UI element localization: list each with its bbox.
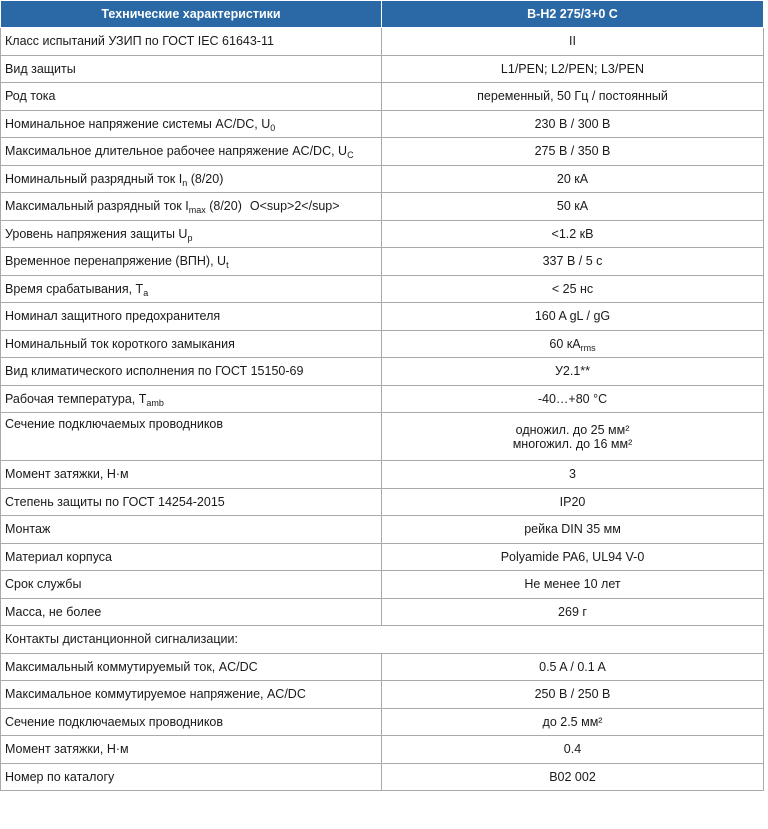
param-value: < 25 нс	[551, 281, 594, 296]
table-row	[1, 543, 764, 571]
param-value: У2.1**	[554, 364, 591, 379]
table-row	[1, 488, 764, 516]
param-label: Материал корпуса	[5, 549, 113, 564]
param-label: Вид климатического исполнения по ГОСТ 15150-69	[5, 364, 304, 379]
param-value: одножил. до 25 мм²	[515, 422, 630, 437]
param-value-line2: многожил. до 16 мм²	[512, 436, 633, 451]
param-cell	[1, 736, 382, 764]
section-heading: Контакты дистанционной сигнализации:	[5, 632, 238, 647]
table-row	[1, 736, 764, 764]
param-cell	[1, 220, 382, 248]
param-cell	[1, 193, 382, 221]
param-cell	[1, 763, 382, 791]
param-cell	[1, 488, 382, 516]
value-cell	[382, 275, 764, 303]
param-label: Максимальное длительное рабочее напряжение AC/DC, U	[5, 144, 348, 159]
param-subscript: 0	[270, 122, 276, 133]
param-value: Не менее 10 лет	[524, 577, 621, 592]
param-value: 275 В / 350 В	[534, 144, 611, 159]
param-label: Максимальный коммутируемый ток, AC/DC	[5, 659, 258, 674]
param-value: IP20	[559, 494, 586, 509]
param-label: Вид защиты	[5, 61, 76, 76]
param-label-suffix: (8/20)	[205, 199, 242, 214]
value-cell	[382, 571, 764, 599]
value-cell	[382, 488, 764, 516]
table-row	[1, 385, 764, 413]
param-cell	[1, 708, 382, 736]
param-cell	[1, 83, 382, 111]
param-cell	[1, 330, 382, 358]
value-cell	[382, 165, 764, 193]
param-label: Масса, не более	[5, 604, 102, 619]
table-row	[1, 571, 764, 599]
param-label: Максимальный разрядный ток I	[5, 199, 189, 214]
param-label: Номинальное напряжение системы AC/DC, U	[5, 116, 271, 131]
value-cell	[382, 55, 764, 83]
table-row	[1, 598, 764, 626]
param-cell	[1, 681, 382, 709]
param-value: 0.5 A / 0.1 A	[539, 659, 606, 674]
param-value: B02 002	[549, 769, 596, 784]
value-cell	[382, 681, 764, 709]
param-label: Номер по каталогу	[5, 769, 115, 784]
param-label: Сечение подключаемых проводников	[5, 714, 224, 729]
table-row	[1, 165, 764, 193]
param-value: 230 В / 300 В	[534, 116, 611, 131]
table-row	[1, 330, 764, 358]
param-label: Номинальный ток короткого замыкания	[5, 336, 235, 351]
value-cell	[382, 516, 764, 544]
table-row	[1, 275, 764, 303]
value-cell	[382, 653, 764, 681]
table-row	[1, 461, 764, 489]
param-label: Момент затяжки, Н·м	[5, 742, 129, 757]
param-cell	[1, 303, 382, 331]
param-cell	[1, 248, 382, 276]
param-cell	[1, 138, 382, 166]
param-cell	[1, 385, 382, 413]
param-cell	[1, 598, 382, 626]
param-value: рейка DIN 35 мм	[524, 522, 621, 537]
value-cell	[382, 598, 764, 626]
param-cell	[1, 461, 382, 489]
table-row	[1, 55, 764, 83]
table-row	[1, 681, 764, 709]
param-cell	[1, 165, 382, 193]
table-row	[1, 358, 764, 386]
header-parameters: Технические характеристики	[1, 1, 382, 28]
param-label: Момент затяжки, Н·м	[5, 467, 129, 482]
param-cell	[1, 55, 382, 83]
param-cell	[1, 571, 382, 599]
table-row	[1, 708, 764, 736]
param-cell	[1, 413, 382, 461]
value-cell	[382, 110, 764, 138]
value-cell	[382, 303, 764, 331]
param-cell	[1, 516, 382, 544]
table-row	[1, 763, 764, 791]
param-label: Срок службы	[5, 577, 82, 592]
table-row	[1, 28, 764, 56]
value-cell	[382, 193, 764, 221]
table-row	[1, 413, 764, 461]
value-subscript: rms	[580, 342, 596, 353]
value-cell	[382, 28, 764, 56]
value-cell	[382, 763, 764, 791]
param-subscript: t	[226, 260, 229, 271]
param-label: Род тока	[5, 89, 56, 104]
table-row	[1, 83, 764, 111]
param-subscript: p	[187, 232, 193, 243]
param-value: 269 г	[558, 604, 587, 619]
table-row	[1, 248, 764, 276]
param-value: -40…+80 °C	[537, 391, 608, 406]
param-label: Класс испытаний УЗИП по ГОСТ IEC 61643-11	[5, 34, 274, 49]
table-row	[1, 220, 764, 248]
value-cell	[382, 358, 764, 386]
param-value: 50 кА	[556, 199, 589, 214]
param-label: Сечение подключаемых проводников	[5, 417, 224, 431]
value-cell	[382, 708, 764, 736]
param-value: 250 В / 250 В	[534, 687, 611, 702]
param-value: <1.2 кВ	[551, 226, 594, 241]
param-subscript: amb	[146, 397, 164, 408]
param-cell	[1, 275, 382, 303]
param-value: 20 кА	[556, 171, 589, 186]
param-label: Максимальное коммутируемое напряжение, AC/DC	[5, 687, 306, 702]
value-cell	[382, 138, 764, 166]
param-value: 3	[569, 467, 576, 482]
table-row	[1, 516, 764, 544]
param-label: Монтаж	[5, 522, 51, 537]
param-subscript: max	[188, 205, 206, 216]
table-row	[1, 303, 764, 331]
param-note: O<sup>2</sup>	[249, 199, 340, 214]
param-value: 0.4	[563, 742, 582, 757]
table-row	[1, 138, 764, 166]
param-label: Номинал защитного предохранителя	[5, 309, 221, 324]
table-row	[1, 653, 764, 681]
param-value: до 2.5 мм²	[542, 714, 603, 729]
param-label: Номинальный разрядный ток I	[5, 171, 183, 186]
table-row	[1, 110, 764, 138]
param-label: Временное перенапряжение (ВПН), U	[5, 254, 227, 269]
header-model: B-H2 275/3+0 C	[382, 1, 764, 28]
param-label: Степень защиты по ГОСТ 14254-2015	[5, 494, 225, 509]
param-subscript: C	[347, 150, 354, 161]
value-cell	[382, 413, 764, 461]
value-cell	[382, 543, 764, 571]
param-value: II	[569, 34, 576, 49]
param-value: переменный, 50 Гц / постоянный	[477, 89, 668, 104]
param-value: 60 кА	[549, 336, 581, 351]
param-value: 337 В / 5 с	[542, 254, 603, 269]
param-subscript: n	[182, 177, 188, 188]
section-row	[1, 626, 764, 654]
param-value: Polyamide PA6, UL94 V-0	[500, 549, 645, 564]
param-label-suffix: (8/20)	[187, 171, 224, 186]
param-cell	[1, 543, 382, 571]
value-cell	[382, 385, 764, 413]
param-cell	[1, 653, 382, 681]
value-cell	[382, 220, 764, 248]
table-header-row	[1, 1, 764, 28]
param-cell	[1, 110, 382, 138]
value-cell	[382, 248, 764, 276]
param-label: Уровень напряжения защиты U	[5, 226, 188, 241]
param-cell	[1, 28, 382, 56]
value-cell	[382, 736, 764, 764]
param-value: L1/PEN; L2/PEN; L3/PEN	[500, 61, 645, 76]
param-subscript: a	[143, 287, 149, 298]
value-cell	[382, 461, 764, 489]
value-cell	[382, 83, 764, 111]
param-value: 160 A gL / gG	[534, 309, 611, 324]
param-cell	[1, 358, 382, 386]
param-label: Рабочая температура, T	[5, 391, 147, 406]
param-label: Время срабатывания, T	[5, 281, 144, 296]
section-heading-cell	[1, 626, 764, 654]
value-cell	[382, 330, 764, 358]
table-row	[1, 193, 764, 221]
